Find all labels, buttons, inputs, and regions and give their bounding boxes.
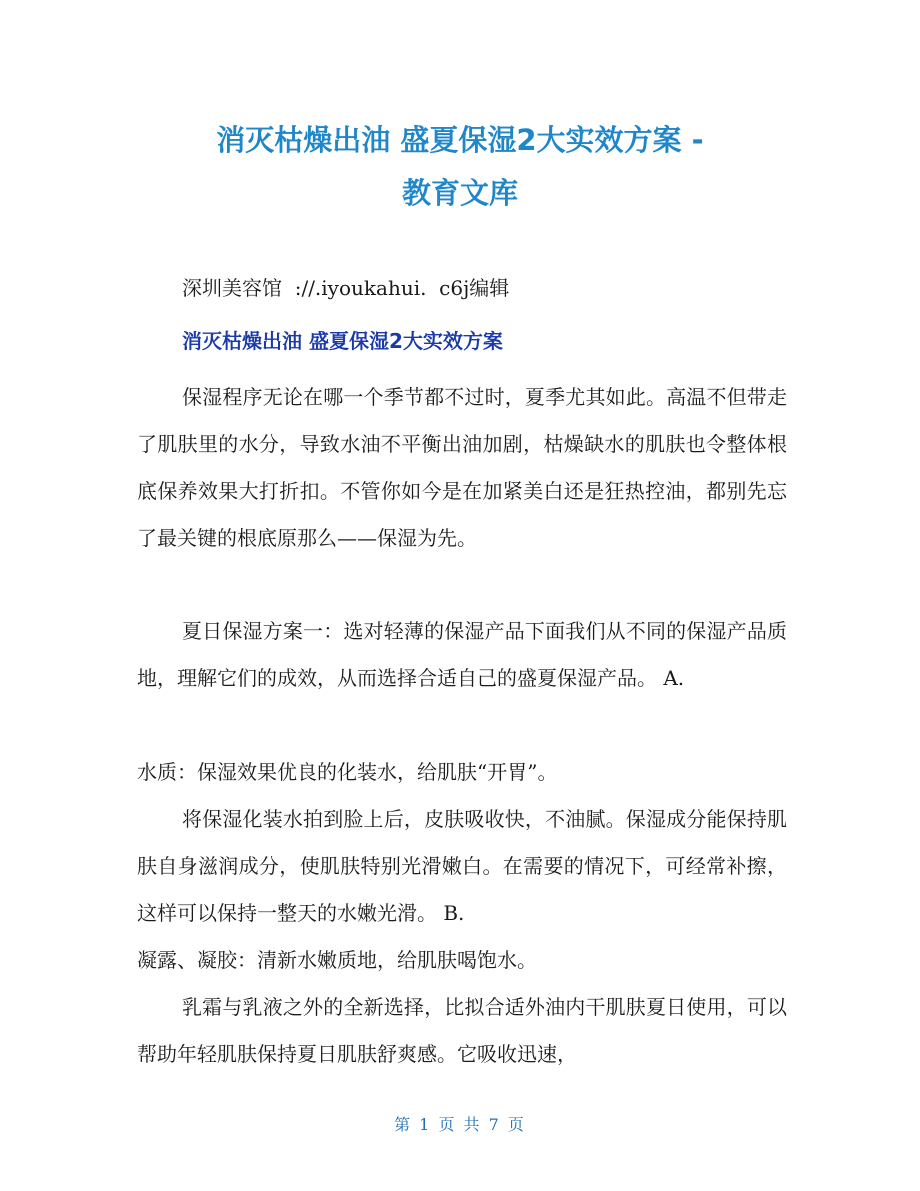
section-subtitle: 消灭枯燥出油 盛夏保湿2大实效方案 (182, 329, 503, 353)
paragraph-toner: 将保湿化装水拍到脸上后，皮肤吸收快，不油腻。保湿成分能保持肌肤自身滋润成分，使肌肤特别光滑嫩白。在需要的情况下，可经常补擦，这样可以保持一整天的水嫩光滑。 B. (137, 807, 787, 925)
paragraph-water-texture: 水质：保湿效果优良的化装水，给肌肤“开胃”。 (137, 760, 558, 784)
paragraph-gel-texture: 凝露、凝胶：清新水嫩质地，给肌肤喝饱水。 (137, 948, 537, 972)
document-title-line-2: 教育文库 (401, 176, 518, 210)
page-number-footer: 第 1 页 共 7 页 (394, 1115, 526, 1134)
paragraph-intro: 保湿程序无论在哪一个季节都不过时，夏季尤其如此。高温不但带走了肌肤里的水分，导致水油不平衡出油加剧，枯燥缺水的肌肤也令整体根底保养效果大打折扣。不管你如今是在加紧美白还是狂热控油，都别先忘了最关键的根底原那么——保湿为先。 (137, 385, 787, 550)
paragraph-cream-alternative: 乳霜与乳液之外的全新选择，比拟合适外油内干肌肤夏日使用，可以帮助年轻肌肤保持夏日肌肤舒爽感。它吸收迅速， (137, 995, 787, 1066)
document-title-line-1: 消灭枯燥出油 盛夏保湿2大实效方案 - (216, 123, 704, 157)
byline: 深圳美容馆 ://.iyoukahui. c6j编辑 (182, 276, 510, 300)
paragraph-plan-one: 夏日保湿方案一：选对轻薄的保湿产品下面我们从不同的保湿产品质地，理解它们的成效，从而选择合适自己的盛夏保湿产品。 A. (137, 619, 787, 690)
